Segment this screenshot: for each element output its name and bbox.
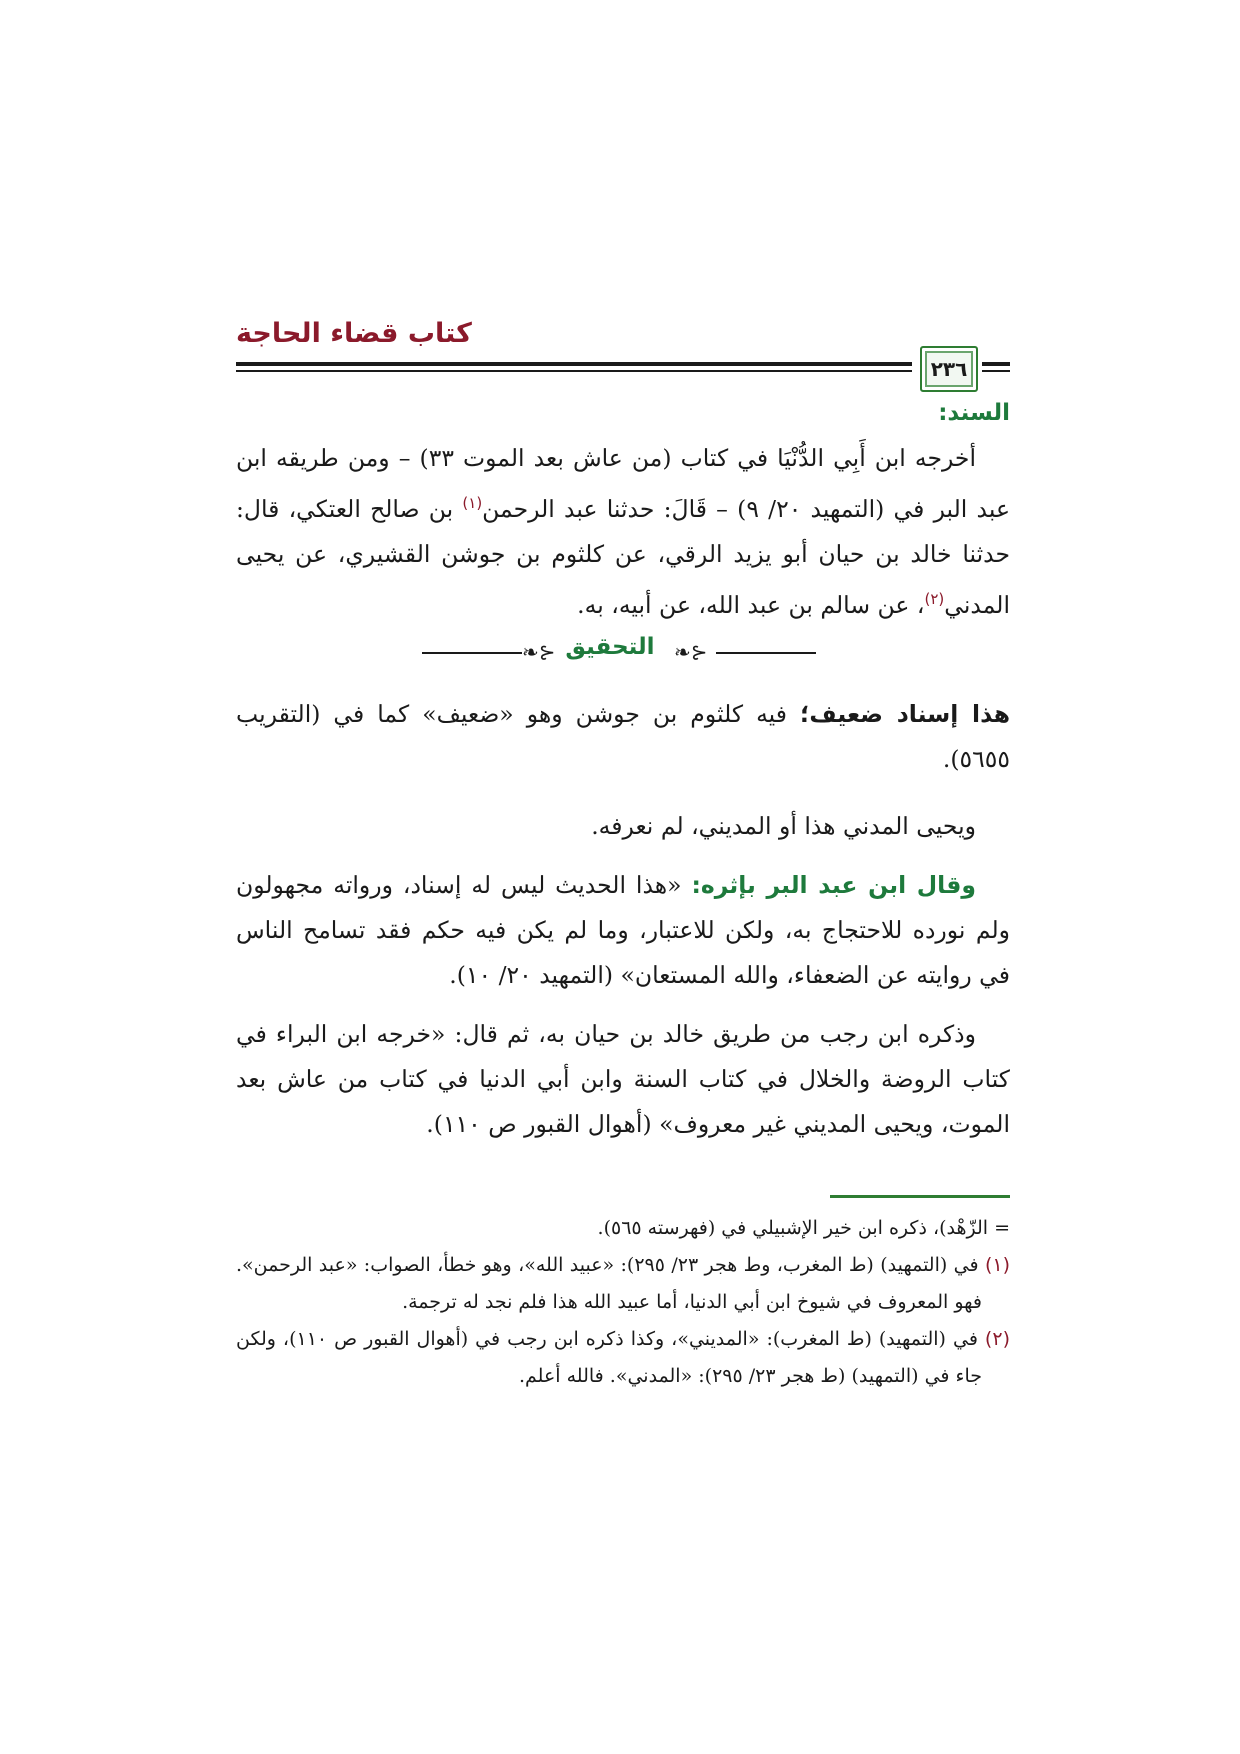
footnote-1-text: في (التمهيد) (ط المغرب، وط هجر ٢٣/ ٢٩٥): «عبيد الله»، وهو خطأ، الصواب: «عبد الرحمن». فهو المعروف في شيوخ ابن أبي الدنيا، أما عبيد الله هذا فلم نجد له ترجمة. [236,1253,985,1313]
ibn-abd-al-barr-label: وقال ابن عبد البر بإثره: [691,870,976,899]
footnote-2 [236,1321,1010,1395]
isnad-verdict: هذا إسناد ضعيف؛ [800,699,1010,728]
tahqiq-divider [236,632,1010,672]
footnote-1-number: (١) [984,1253,1010,1276]
footnote-1 [236,1247,1010,1321]
tahqiq-paragraph-3 [236,863,1010,998]
isnad-paragraph [236,436,1010,628]
divider-line-right [716,652,816,654]
page-header [236,310,1010,400]
header-rule [236,362,912,372]
tahqiq-text-1: فيه كلثوم بن جوشن وهو «ضعيف» كما في (التقريب ٥٦٥٥). [236,699,1010,773]
tahqiq-text-3: «هذا الحديث ليس له إسناد، ورواته مجهولون ولم نورده للاحتجاج به، ولكن للاعتبار، وما لم يكن فيه حكم فقد تسامح الناس في روايته عن الضعفاء، والله المستعان» (التمهيد ٢٠/ ١٠). [236,870,1010,989]
section-heading-sanad: السند: [938,400,1010,426]
page-number: ٢٣٦ [930,357,968,381]
book-title: كتاب قضاء الحاجة [236,318,472,349]
footnotes [236,1210,1010,1395]
footnote-2-text: في (التمهيد) (ط المغرب): «المديني»، وكذا ذكره ابن رجب في (أهوال القبور ص ١١٠)، ولكن جاء في (التمهيد) (ط هجر ٢٣/ ٢٩٥): «المدني». فالله أعلم. [236,1327,985,1387]
section-heading-tahqiq: التحقيق [565,633,655,660]
isnad-text-2: بن صالح العتكي، قال: حدثنا خالد بن حيان أبو يزيد الرقي، عن كلثوم بن جوشن القشيري، عن يحيى المدني [236,494,1010,619]
ornament-left-icon: ⊰❧ [522,639,556,664]
divider-line-left [422,652,522,654]
page-number-badge [920,346,978,392]
ornament-right-icon: ⊰❧ [674,639,708,664]
footnote-separator [830,1195,1010,1198]
footnote-ref-2[interactable]: (٢) [924,589,945,608]
book-page [236,310,1010,1395]
tahqiq-paragraph-1 [236,692,1010,782]
footnote-ref-1[interactable]: (١) [462,494,483,512]
tahqiq-paragraph-4: وذكره ابن رجب من طريق خالد بن حيان به، ثم قال: «خرجه ابن البراء في كتاب الروضة والخلال في كتاب السنة وابن أبي الدنيا في كتاب من عاش بعد الموت، ويحيى المديني غير معروف» (أهوال القبور ص ١١٠). [236,1019,1010,1138]
isnad-text-1: أخرجه ابن أَبِي الدُّنْيَا في كتاب (من عاش بعد الموت ٣٣) – ومن طريقه ابن عبد البر في (التمهيد ٢٠/ ٩) – قَالَ: حدثنا عبد الرحمن [236,444,1010,523]
tahqiq-paragraph-2: ويحيى المدني هذا أو المديني، لم نعرفه. [591,811,976,840]
footnote-continued: = الزّهْد)، ذكره ابن خير الإشبيلي في (فهرسته ٥٦٥). [597,1216,1010,1239]
isnad-text-3: ، عن سالم بن عبد الله، عن أبيه، به. [577,590,925,619]
footnote-2-number: (٢) [984,1327,1010,1350]
header-rule-short [982,362,1010,372]
